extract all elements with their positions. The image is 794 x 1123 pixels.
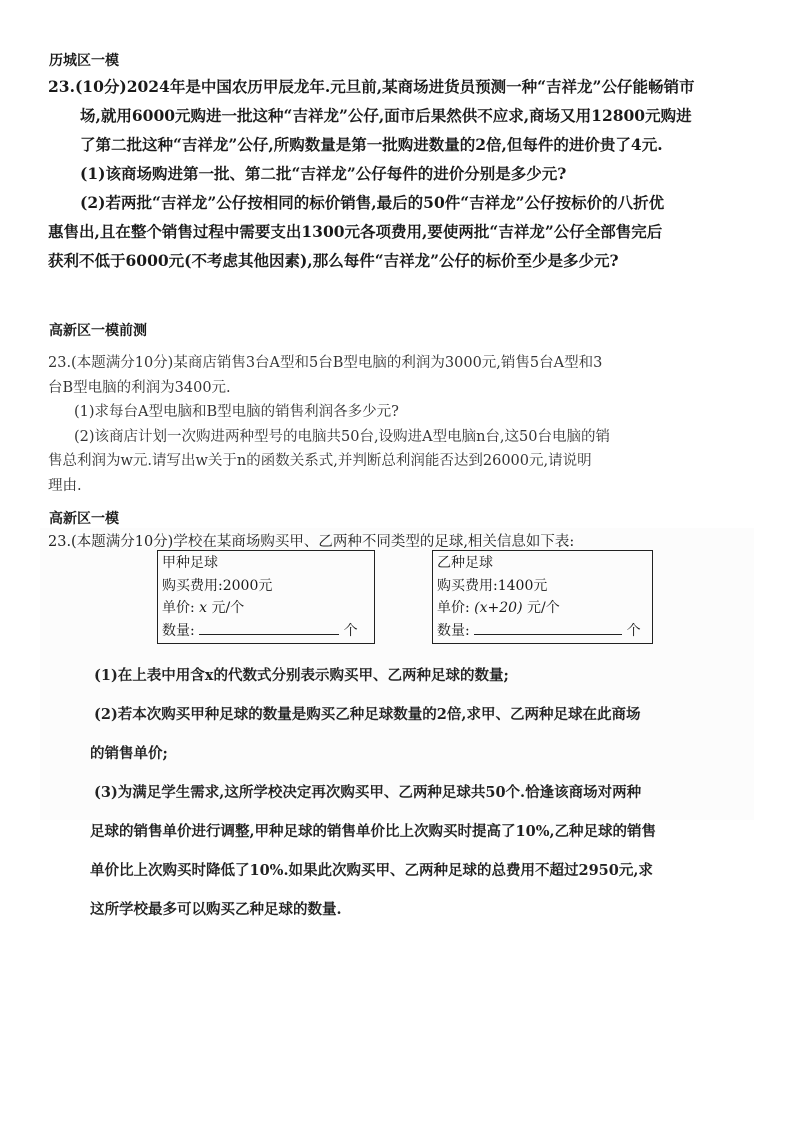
box-price-unit: 元/个: [527, 600, 560, 616]
problem-line: 理由.: [48, 477, 82, 494]
box-qty: [162, 620, 370, 643]
problem-line: 23.(10分)2024年是中国农历甲辰龙年.元旦前,某商场进货员预测一种“吉祥龙”公仔能畅销市: [48, 77, 695, 96]
problem-line: 售总利润为w元.请写出w关于n的函数关系式,并判断总利润能否达到26000元,请说明: [48, 453, 592, 469]
qty-blank[interactable]: [199, 620, 339, 635]
problem-licheng: [48, 72, 748, 275]
info-box-jia: [157, 550, 375, 644]
box-price-unit: 元/个: [211, 600, 245, 616]
problem-line: (1)在上表中用含x的代数式分别表示购买甲、乙两种足球的数量;: [94, 666, 509, 684]
problem-line: (2)若两批“吉祥龙”公仔按相同的标价销售,最后的50件“吉祥龙”公仔按标价的八折优: [80, 193, 665, 212]
box-price: [162, 597, 370, 620]
problem-gaoxin-pretest: [48, 351, 748, 498]
box-qty-label: 数量:: [437, 622, 470, 639]
problem-line: (3)为满足学生需求,这所学校决定再次购买甲、乙两种足球共50个.恰逢该商场对两种: [94, 783, 642, 801]
info-box-yi: [432, 550, 653, 644]
problem-line: 足球的销售单价进行调整,甲种足球的销售单价比上次购买时提高了10%,乙种足球的销售: [90, 822, 657, 840]
problem-line: (1)该商场购进第一批、第二批“吉祥龙”公仔每件的进价分别是多少元?: [80, 164, 567, 183]
problem-line: 了第二批这种“吉祥龙”公仔,所购数量是第一批购进数量的2倍,但每件的进价贵了4元.: [80, 135, 663, 154]
section-title-licheng: 历城区一模: [49, 53, 119, 69]
problem-line: 获利不低于6000元(不考虑其他因素),那么每件“吉祥龙”公仔的标价至少是多少元?: [48, 251, 619, 270]
qty-blank[interactable]: [474, 620, 622, 635]
problem-line: 的销售单价;: [90, 744, 168, 762]
problem-intro: 23.(本题满分10分)学校在某商场购买甲、乙两种不同类型的足球,相关信息如下表:: [48, 534, 575, 550]
box-title: 甲种足球: [162, 555, 218, 571]
box-price-expr: (x+20): [474, 600, 523, 616]
problem-line: 台B型电脑的利润为3400元.: [48, 379, 231, 396]
box-qty-unit: 个: [343, 622, 358, 639]
box-price-label: 单价:: [162, 600, 195, 616]
problem-line: (1)求每台A型电脑和B型电脑的销售利润各多少元?: [74, 404, 399, 420]
problem-line: 这所学校最多可以购买乙种足球的数量.: [90, 900, 342, 918]
box-qty-unit: 个: [626, 622, 641, 639]
box-qty-label: 数量:: [162, 622, 195, 639]
problem-gaoxin-parts: [48, 649, 748, 937]
box-price: [437, 597, 648, 620]
problem-line: (2)若本次购买甲种足球的数量是购买乙种足球数量的2倍,求甲、乙两种足球在此商场: [94, 705, 641, 723]
box-price-label: 单价:: [437, 600, 470, 616]
box-price-var: x: [199, 600, 208, 616]
box-cost: 购买费用:1400元: [437, 577, 548, 594]
problem-line: 场,就用6000元购进一批这种“吉祥龙”公仔,面市后果然供不应求,商场又用12800元购进: [80, 106, 692, 125]
section-title-gaoxin: 高新区一模: [49, 511, 119, 527]
box-title: 乙种足球: [437, 555, 493, 571]
section-title-gaoxin-pretest: 高新区一模前测: [49, 323, 147, 339]
problem-line: 惠售出,且在整个销售过程中需要支出1300元各项费用,要使两批“吉祥龙”公仔全部售完后: [48, 222, 663, 241]
box-qty: [437, 620, 648, 643]
problem-line: 23.(本题满分10分)某商店销售3台A型和5台B型电脑的利润为3000元,销售5台A型和3: [48, 355, 603, 371]
problem-line: 单价比上次购买时降低了10%.如果此次购买甲、乙两种足球的总费用不超过2950元,求: [90, 861, 653, 879]
problem-line: (2)该商店计划一次购进两种型号的电脑共50台,设购进A型电脑n台,这50台电脑的销: [74, 428, 610, 445]
box-cost: 购买费用:2000元: [162, 577, 273, 594]
